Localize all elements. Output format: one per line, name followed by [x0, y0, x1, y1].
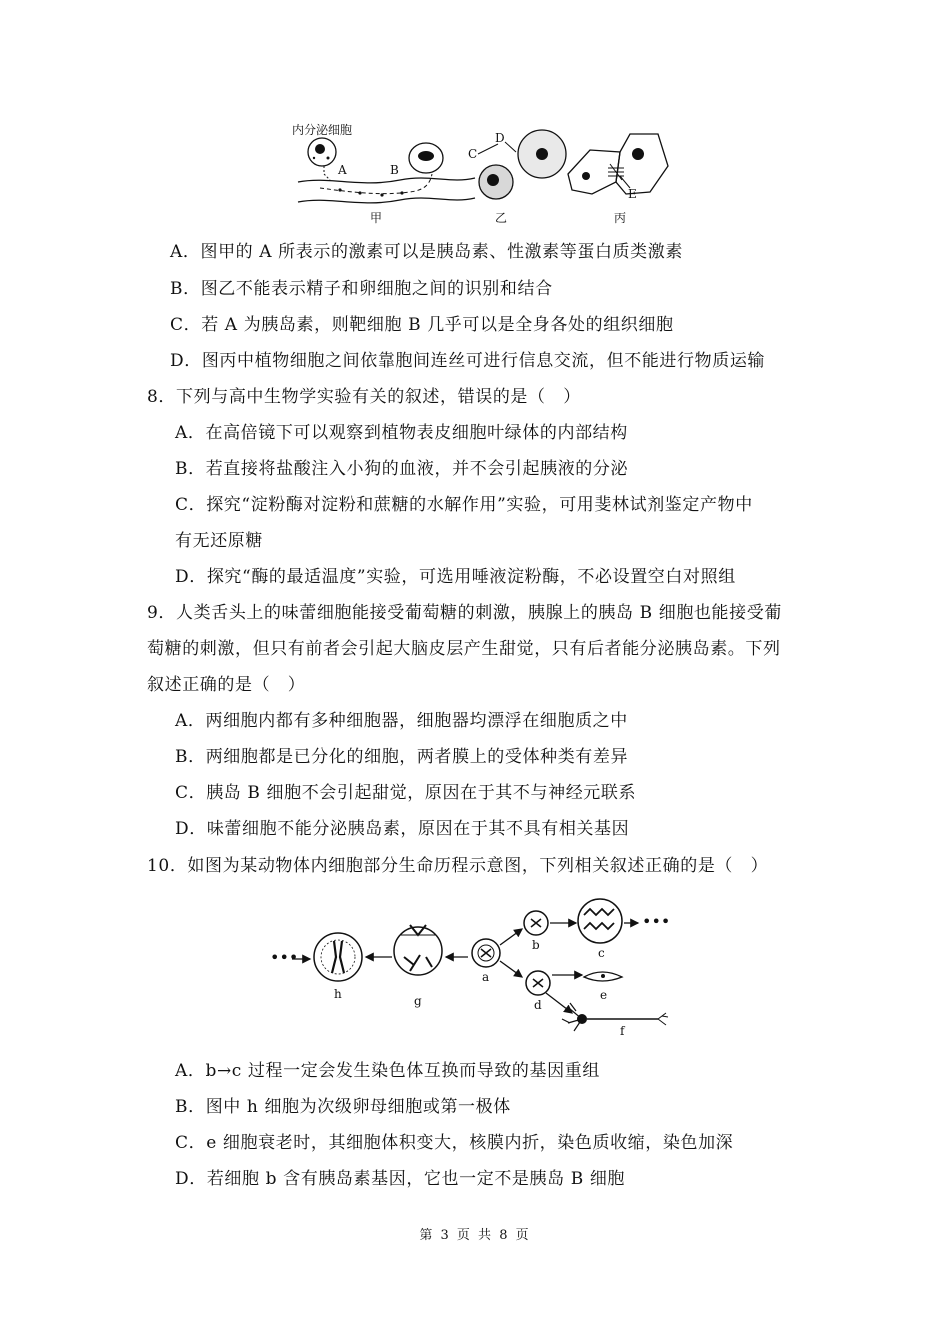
q7-option-a: A．图甲的 A 所表示的激素可以是胰岛素、性激素等蛋白质类激素 [170, 242, 683, 262]
figure-cell-life-history-drawing [270, 895, 670, 1040]
q9-option-d: D．味蕾细胞不能分泌胰岛素，原因在于其不具有相关基因 [175, 819, 630, 839]
q7-option-d: D．图丙中植物细胞之间依靠胞间连丝可进行信息交流，但不能进行物质运输 [170, 351, 766, 371]
q10-option-b: B．图中 h 细胞为次级卵母细胞或第一极体 [175, 1097, 511, 1117]
q7-option-c: C．若 A 为胰岛素，则靶细胞 B 几乎可以是全身各处的组织细胞 [170, 315, 674, 335]
label-a: a [482, 970, 490, 984]
label-endocrine-cell: 内分泌细胞 [292, 123, 353, 137]
q8-stem: 8．下列与高中生物学实验有关的叙述，错误的是（ ） [147, 387, 581, 407]
q7-option-b: B．图乙不能表示精子和卵细胞之间的识别和结合 [170, 279, 553, 299]
label-B: B [390, 163, 399, 177]
q8-option-b: B．若直接将盐酸注入小狗的血液，并不会引起胰液的分泌 [175, 459, 629, 479]
q9-stem-2: 萄糖的刺激，但只有前者会引起大脑皮层产生甜觉，只有后者能分泌胰岛素。下列 [147, 639, 781, 659]
label-b: b [532, 938, 540, 952]
vessel-wall-bottom [298, 198, 475, 203]
caption-jia: 甲 [370, 211, 383, 225]
q10-option-a: A．b→c 过程一定会发生染色体互换而导致的基因重组 [175, 1061, 600, 1081]
q9-stem-3: 叙述正确的是（ ） [147, 675, 306, 695]
endocrine-nucleus [315, 144, 325, 154]
q9-option-a: A．两细胞内都有多种细胞器，细胞器均漂浮在细胞质之中 [175, 711, 628, 731]
label-E: E [628, 187, 637, 201]
target-cell-B-nucleus [418, 151, 434, 161]
page-footer: 第 3 页 共 8 页 [419, 1228, 531, 1243]
q9-option-b: B．两细胞都是已分化的细胞，两者膜上的受体种类有差异 [175, 747, 629, 767]
q9-stem-1: 9．人类舌头上的味蕾细胞能接受葡萄糖的刺激，胰腺上的胰岛 B 细胞也能接受葡 [147, 603, 782, 623]
dots-left: ••• [270, 948, 299, 967]
q8-option-c-cont: 有无还原糖 [175, 531, 263, 551]
hormone-path [320, 174, 432, 194]
label-g: g [414, 994, 422, 1008]
vessel-wall-top [298, 178, 475, 183]
q10-option-c: C．e 细胞衰老时，其细胞体积变大，核膜内折，染色质收缩，染色加深 [175, 1133, 734, 1153]
q10-stem: 10．如图为某动物体内细胞部分生命历程示意图，下列相关叙述正确的是（ ） [147, 856, 769, 876]
figure-cell-signaling-drawing [290, 118, 670, 230]
q8-option-a: A．在高倍镜下可以观察到植物表皮细胞叶绿体的内部结构 [175, 423, 628, 443]
q8-option-d: D．探究“酶的最适温度”实验，可选用唾液淀粉酶，不必设置空白对照组 [175, 567, 736, 587]
label-e: e [600, 988, 608, 1002]
label-A: A [338, 163, 347, 177]
plant-cell-right [616, 134, 668, 194]
q9-option-c: C．胰岛 B 细胞不会引起甜觉，原因在于其不与神经元联系 [175, 783, 637, 803]
cell-c [578, 899, 622, 943]
figure-cell-life-history [270, 895, 670, 1040]
label-d: d [534, 998, 542, 1012]
dots-right: ••• [642, 912, 670, 931]
caption-bing: 丙 [614, 211, 627, 225]
q10-option-d: D．若细胞 b 含有胰岛素基因，它也一定不是胰岛 B 细胞 [175, 1169, 626, 1189]
figure-cell-signaling [290, 118, 670, 230]
label-C: C [468, 147, 478, 161]
label-h: h [334, 987, 342, 1001]
label-c: c [598, 946, 605, 960]
label-f: f [620, 1024, 625, 1038]
cell-f-neuron [562, 1003, 668, 1031]
caption-yi: 乙 [495, 211, 508, 225]
label-D: D [495, 131, 505, 145]
q8-option-c: C．探究“淀粉酶对淀粉和蔗糖的水解作用”实验，可用斐林试剂鉴定产物中 [175, 495, 753, 515]
